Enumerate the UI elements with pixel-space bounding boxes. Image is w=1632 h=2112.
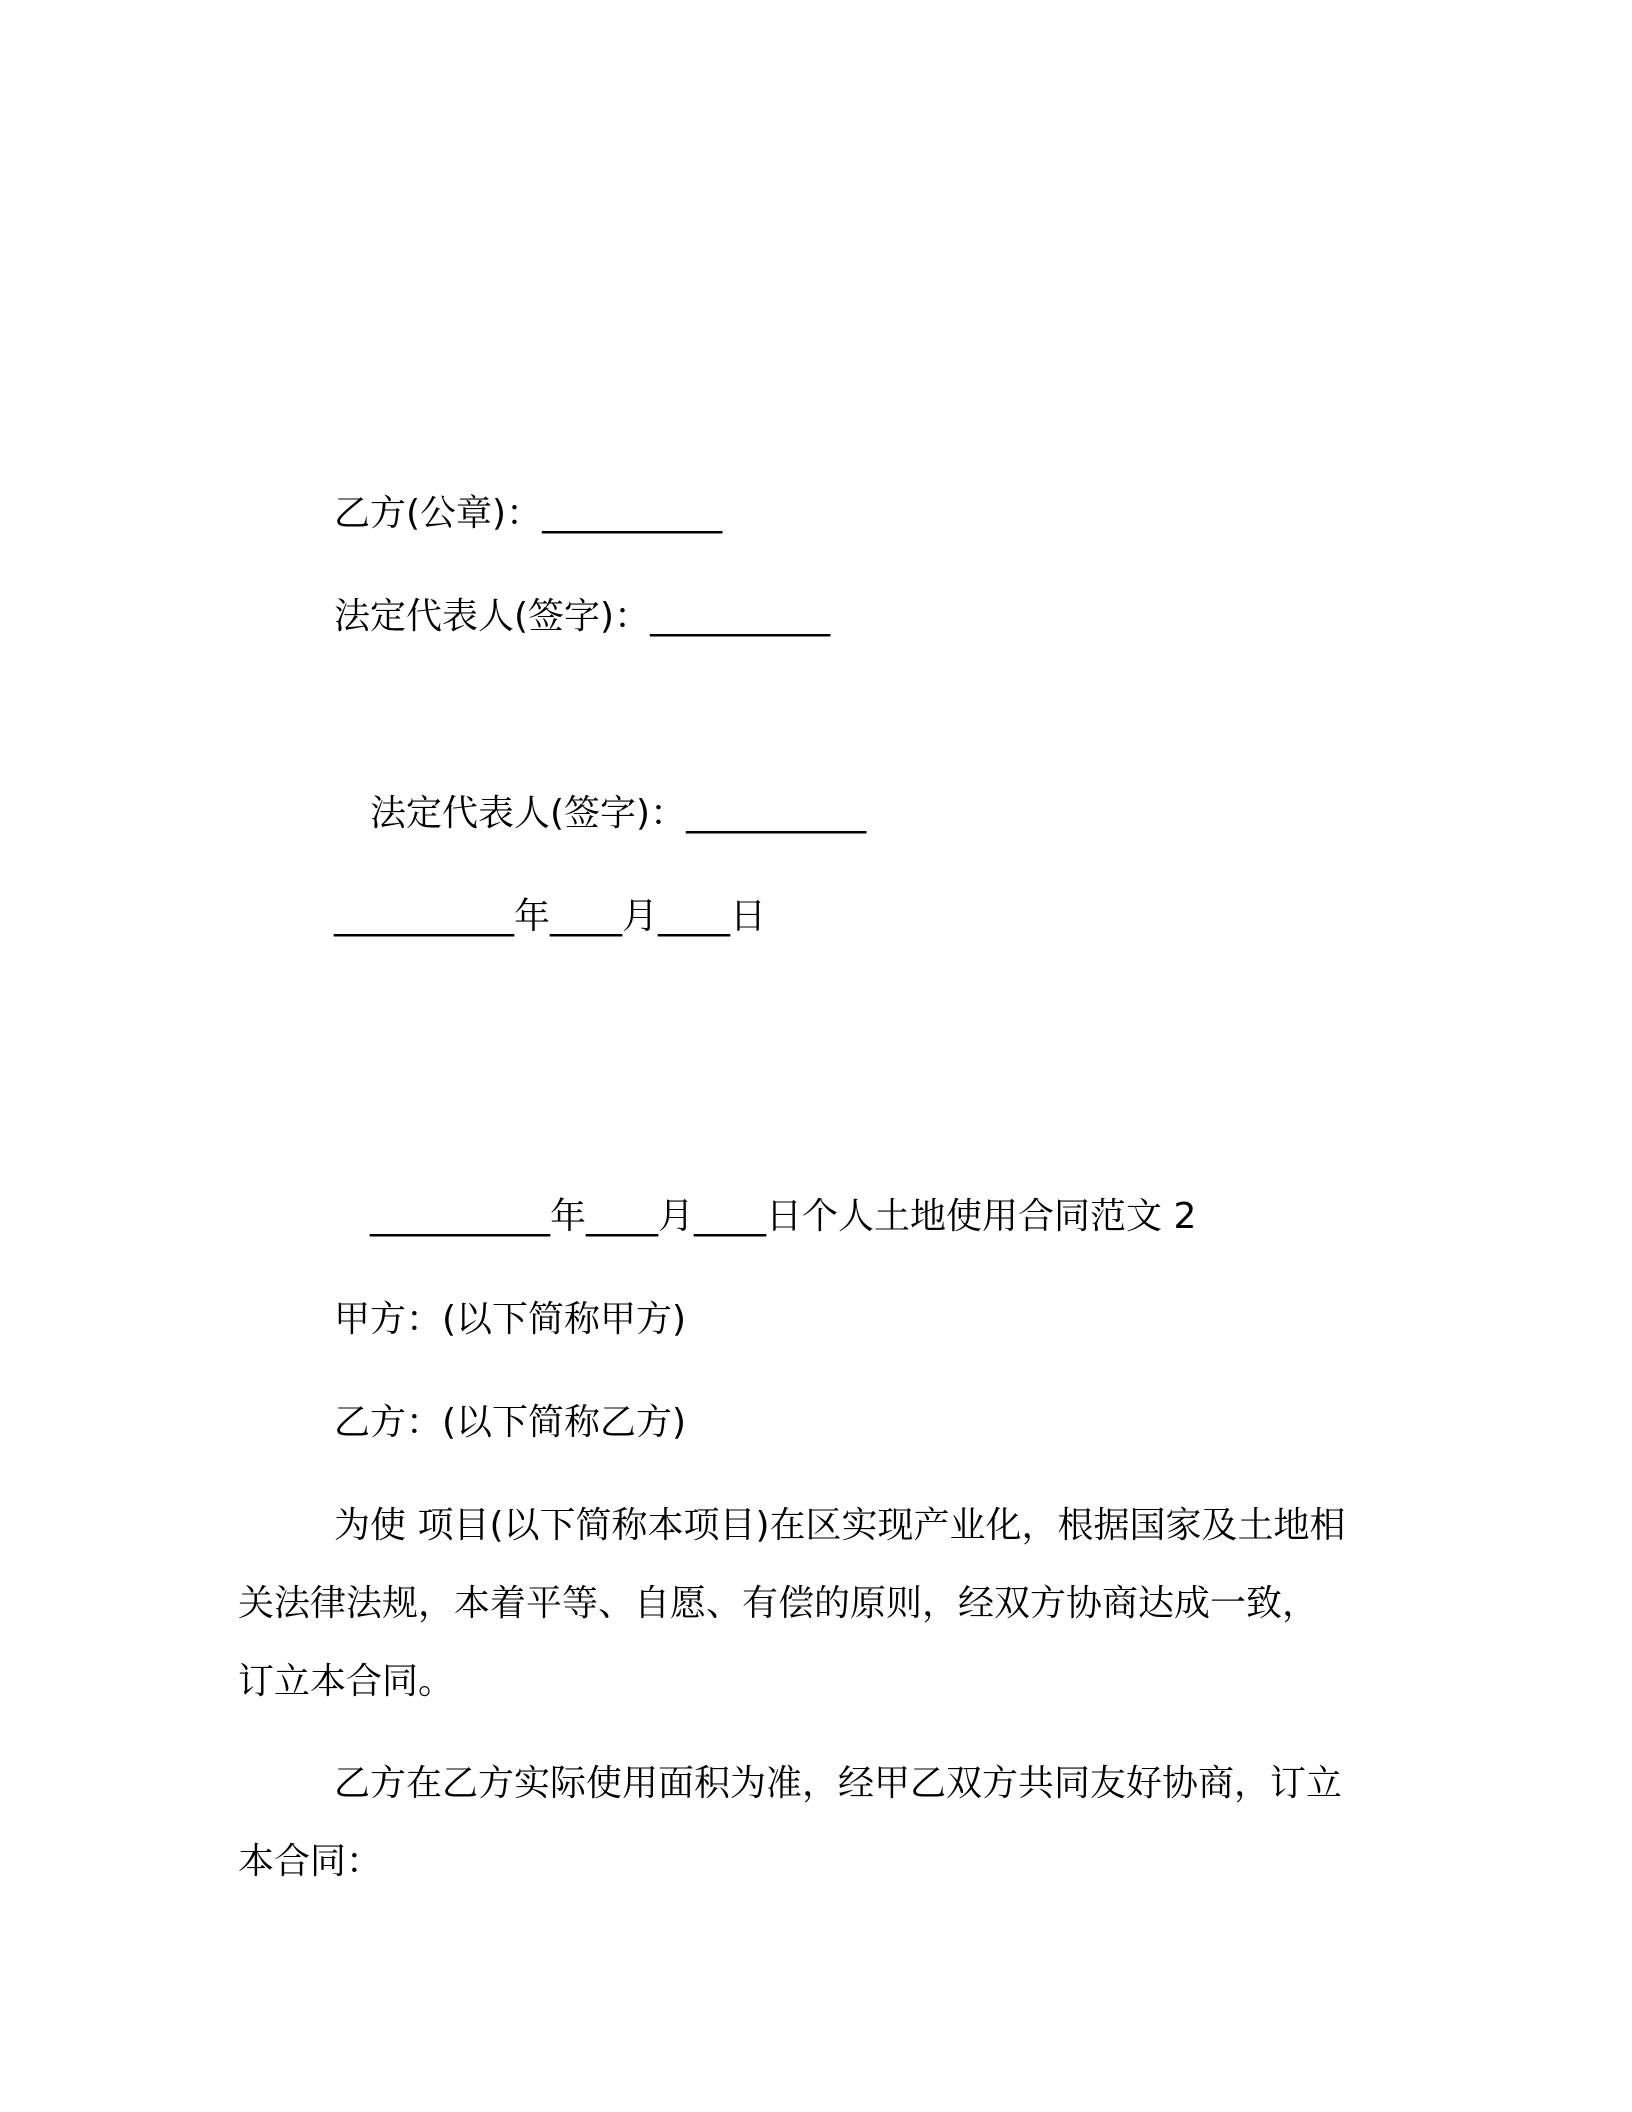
contract-purpose-paragraph bbox=[238, 1504, 1464, 1704]
paragraph-line: 关法律法规，本着平等、自愿、有偿的原则，经双方协商达成一致， bbox=[238, 1583, 1319, 1624]
contract-area-paragraph bbox=[238, 1762, 1464, 1884]
paragraph-line: 订立本合同。 bbox=[238, 1661, 455, 1702]
signature-date-line: __________年____月____日 bbox=[334, 896, 766, 937]
section-heading: __________年____月____日个人土地使用合同范文 2 bbox=[370, 1196, 1197, 1237]
paragraph-line: 为使 项目(以下简称本项目)在区实现产业化，根据国家及土地相 bbox=[334, 1505, 1346, 1546]
legal-representative-line-2: 法定代表人(签字)：__________ bbox=[370, 793, 867, 834]
paragraph-line: 本合同： bbox=[238, 1841, 383, 1882]
legal-representative-line-1: 法定代表人(签字)：__________ bbox=[334, 596, 831, 637]
party-b-seal-line: 乙方(公章)：__________ bbox=[334, 493, 723, 534]
party-b-line: 乙方：(以下简称乙方) bbox=[334, 1402, 687, 1443]
paragraph-line: 乙方在乙方实际使用面积为准，经甲乙双方共同友好协商，订立 bbox=[334, 1763, 1343, 1804]
party-a-line: 甲方：(以下简称甲方) bbox=[334, 1299, 687, 1340]
